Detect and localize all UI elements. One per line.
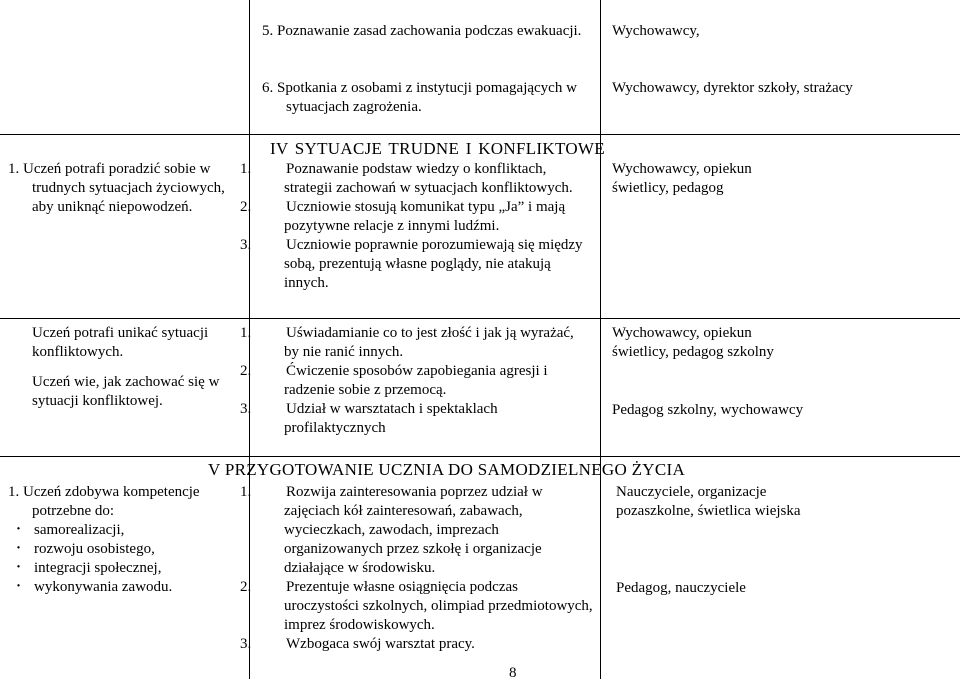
task-item: 1. Uświadamianie co to jest złość i jak ją wyrażać, by nie ranić innych. [240, 325, 574, 360]
section-5-responsible-1: Nauczyciele, organizacje pozaszkolne, świetlica wiejska [616, 484, 801, 519]
section-4-goal-1: 1. Uczeń potrafi poradzić sobie w trudnych sytuacjach życiowych, aby uniknąć niepowodzeń. [8, 161, 225, 215]
task-item: 1. Poznawanie podstaw wiedzy o konfliktach, strategii zachowań w sytuacjach konfliktowych. [240, 161, 573, 196]
task-item: 2. Prezentuje własne osiągnięcia podczas uroczystości szkolnych, olimpiad przedmiotowych, imprez środowiskowych. [240, 579, 593, 633]
section-4-heading: IV SYTUACJE TRUDNE I KONFLIKTOWE [270, 139, 605, 158]
task-item: 3. Udział w warsztatach i spektaklach profilaktycznych [240, 401, 498, 436]
row-divider-top [0, 134, 960, 135]
section-4-responsible-2a: Wychowawcy, opiekun świetlicy, pedagog szkolny [612, 325, 774, 360]
top-responsible-6: Wychowawcy, dyrektor szkoły, strażacy [612, 80, 853, 96]
goal-item: Uczeń potrafi unikać sytuacji konfliktowych. [32, 325, 209, 360]
goal-bullet-item: · samorealizacji, [8, 521, 243, 540]
task-item: 3. Uczniowie poprawnie porozumiewają się między sobą, prezentują własne poglądy, nie atakują innych. [240, 237, 583, 291]
goal-bullet-item: · rozwoju osobistego, [8, 540, 243, 559]
page-number: 8 [509, 665, 517, 681]
task-item: 3. Wzbogaca swój warsztat pracy. [240, 636, 475, 652]
task-item: 2. Uczniowie stosują komunikat typu „Ja” i mają pozytywne relacje z innymi ludźmi. [240, 199, 566, 234]
goal-bullet-list [8, 521, 243, 597]
task-item: 1. Rozwija zainteresowania poprzez udział w zajęciach kół zainteresowań, zabawach, wycieczkach, zawodach, imprezach organizowanych przez szkołę i organizacje działające w środowisku. [240, 484, 543, 576]
goal-item: Uczeń wie, jak zachować się w sytuacji konfliktowej. [32, 374, 220, 409]
task-item: 2. Ćwiczenie sposobów zapobiegania agresji i radzenie sobie z przemocą. [240, 363, 548, 398]
section-4-goals-2 [8, 324, 243, 411]
section-4-responsible-2b: Pedagog szkolny, wychowawcy [612, 402, 804, 418]
section-4-tasks-2 [240, 324, 592, 438]
row-divider-low [0, 456, 960, 457]
row-divider-mid [0, 318, 960, 319]
section-5-tasks [240, 483, 594, 654]
section-5-responsible-2: Pedagog, nauczyciele [616, 580, 746, 596]
top-task-6: 6. Spotkania z osobami z instytucji pomagających w sytuacjach zagrożenia. [262, 80, 577, 115]
top-responsible-5: Wychowawcy, [612, 23, 700, 39]
goal-bullet-item: · wykonywania zawodu. [8, 578, 243, 597]
goal-bullet-item: · integracji społecznej, [8, 559, 243, 578]
top-task-5: 5. Poznawanie zasad zachowania podczas ewakuacji. [262, 23, 582, 39]
section-5-goal: 1. Uczeń zdobywa kompetencje potrzebne do: · samorealizacji, · rozwoju osobistego, · integracji społecznej, · wykonywania zawodu. [8, 483, 243, 597]
section-5-heading: V PRZYGOTOWANIE UCZNIA DO SAMODZIELNEGO ŻYCIA [208, 460, 686, 479]
col-divider-2 [600, 0, 601, 679]
section-4-responsible-1: Wychowawcy, opiekun świetlicy, pedagog [612, 161, 752, 196]
section-4-tasks-1 [240, 160, 592, 293]
